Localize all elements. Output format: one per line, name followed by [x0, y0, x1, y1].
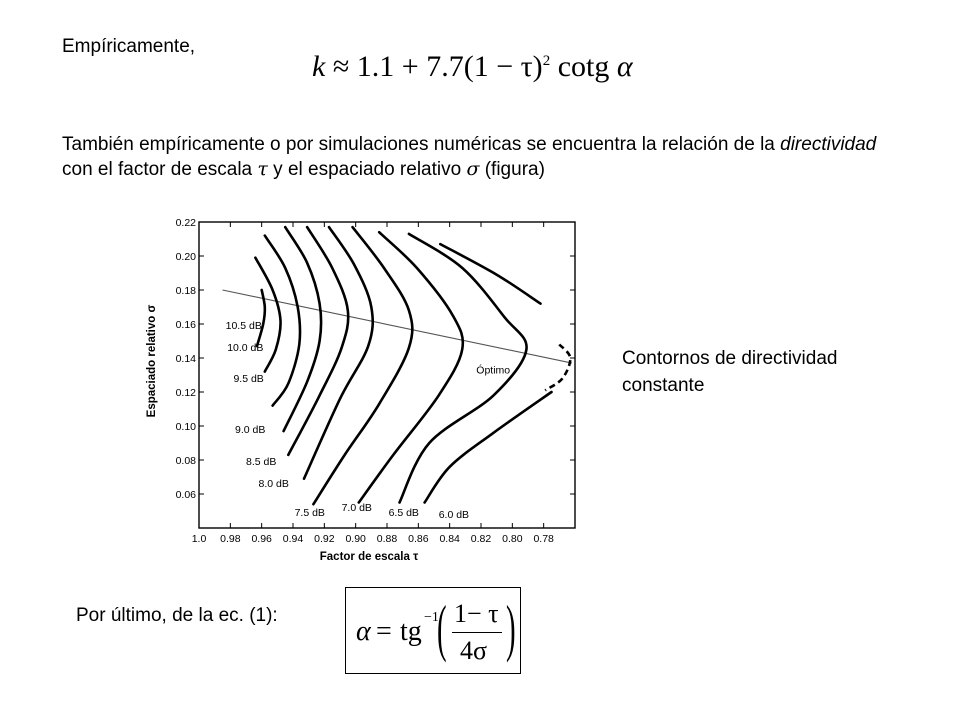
y-tick-label: 0.08	[175, 455, 196, 467]
formula-alpha-fraction-bar	[452, 632, 502, 633]
x-tick-label: 0.96	[251, 533, 272, 545]
contour-label: 9.0 dB	[235, 423, 266, 436]
paragraph-part2: con el factor de escala	[62, 159, 258, 180]
paragraph-tau: τ	[257, 158, 268, 180]
contour-label: 7.5 dB	[294, 507, 325, 520]
formula-k-var: α	[616, 50, 633, 83]
formula-k-func: cotg	[557, 50, 610, 83]
contour-label: 6.0 dB	[438, 508, 470, 521]
x-tick-label: 0.88	[376, 533, 398, 545]
formula-k-plus: +	[401, 50, 419, 83]
formula-k-lhs: k	[312, 50, 326, 83]
y-tick-label: 0.22	[175, 217, 196, 229]
formula-alpha-lhs: α	[356, 616, 371, 647]
contour-label: 8.0 dB	[258, 478, 289, 491]
x-tick-label: 0.84	[439, 533, 460, 545]
footer-text: Por último, de la ec. (1):	[76, 605, 278, 626]
x-tick-label: 0.94	[282, 533, 304, 545]
formula-k-exp: 2	[542, 53, 551, 69]
formula-k-c1: 1.1	[356, 50, 395, 83]
paragraph-part4: (figura)	[479, 159, 545, 180]
contour-line	[313, 227, 412, 504]
contour-line	[284, 227, 322, 431]
x-axis-label: Factor de escala τ	[319, 551, 419, 563]
x-tick-label: 0.80	[502, 533, 523, 545]
paragraph-part1: También empíricamente o por simulaciones numéricas se encuentra la relación de la	[62, 134, 781, 155]
y-tick-label: 0.16	[175, 319, 196, 331]
contour-line	[359, 232, 463, 502]
contour-line	[440, 244, 540, 304]
formula-k-base: (1 − τ)	[463, 50, 543, 83]
y-tick-label: 0.06	[175, 489, 196, 501]
y-tick-label: 0.14	[175, 353, 196, 365]
x-tick-label: 0.78	[533, 533, 554, 545]
formula-k	[312, 50, 633, 84]
formula-alpha-func: tg	[400, 616, 422, 647]
contour-label: 10.0 dB	[227, 342, 264, 355]
formula-alpha-denominator: 4σ	[460, 636, 488, 665]
y-tick-label: 0.20	[175, 251, 196, 263]
formula-alpha-exp: −1	[424, 610, 439, 625]
formula-alpha-right-paren: )	[506, 592, 516, 663]
y-axis-label: Espaciado relativo σ	[146, 304, 158, 418]
formula-alpha-left-paren: (	[437, 592, 447, 663]
x-tick-label: 0.90	[345, 533, 366, 545]
contour-label: 6.5 dB	[388, 507, 419, 520]
optimum-label: Óptimo	[476, 364, 511, 377]
x-tick-label: 0.98	[220, 533, 241, 545]
formula-k-c2: 7.7	[426, 50, 464, 83]
formula-alpha-box	[345, 587, 521, 674]
contour-line	[425, 392, 552, 503]
contour-line	[255, 258, 280, 372]
figure-caption: Contornos de directividad constante	[622, 348, 838, 396]
directivity-contour-chart	[135, 212, 583, 570]
paragraph-sigma: σ	[466, 158, 480, 180]
contour-label: 7.0 dB	[341, 502, 372, 514]
contour-line	[265, 236, 300, 406]
y-tick-label: 0.12	[175, 387, 196, 399]
paragraph	[62, 132, 882, 182]
y-tick-label: 0.10	[175, 421, 196, 433]
contour-label: 8.5 dB	[246, 456, 277, 469]
y-tick-label: 0.18	[175, 285, 196, 297]
contour-line	[288, 227, 348, 455]
paragraph-part3: y el espaciado relativo	[267, 159, 467, 180]
heading-text: Empíricamente,	[62, 36, 196, 57]
contour-label: 10.5 dB	[225, 320, 262, 333]
x-tick-label: 1.0	[191, 533, 207, 545]
x-tick-label: 0.82	[470, 533, 492, 545]
contour-label: 9.5 dB	[233, 372, 264, 385]
formula-k-approx: ≈	[332, 50, 350, 83]
x-tick-label: 0.86	[408, 533, 429, 545]
x-tick-label: 0.92	[314, 533, 335, 545]
paragraph-emph: directividad	[780, 134, 877, 155]
formula-alpha-numerator: 1− τ	[454, 599, 499, 628]
formula-alpha-eq: =	[376, 616, 392, 647]
contour-dashed-segment	[545, 344, 570, 390]
